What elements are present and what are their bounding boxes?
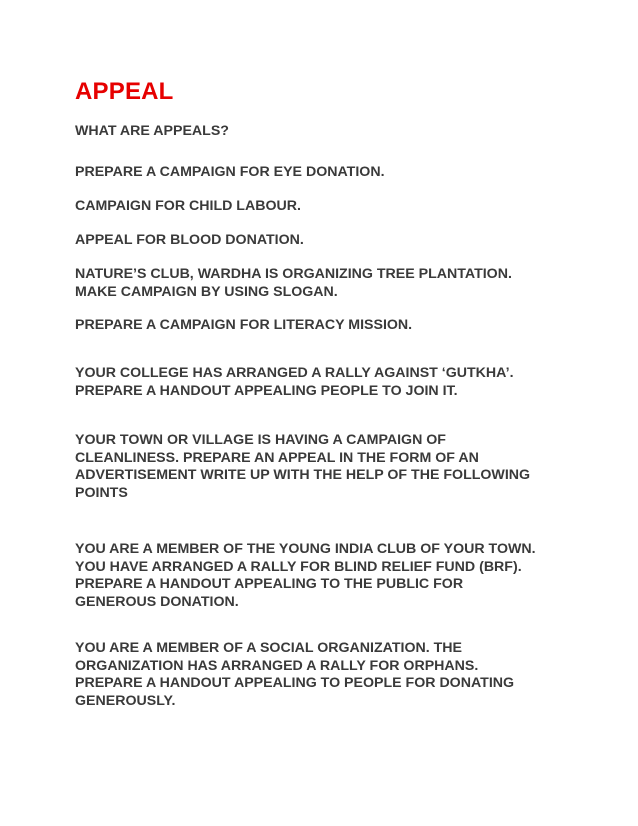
question-tree-plantation xyxy=(75,266,575,301)
item-line: YOUR COLLEGE HAS ARRANGED A RALLY AGAINST ‘GUTKHA’. xyxy=(75,365,514,381)
item-line: YOUR TOWN OR VILLAGE IS HAVING A CAMPAIGN OF xyxy=(75,432,446,448)
item-line: PREPARE A HANDOUT APPEALING PEOPLE TO JOIN IT. xyxy=(75,382,458,399)
item-line: YOU ARE A MEMBER OF THE YOUNG INDIA CLUB OF YOUR TOWN. xyxy=(75,541,536,557)
question-child-labour xyxy=(75,198,575,216)
question-orphans-rally xyxy=(75,640,575,710)
item-line: YOU HAVE ARRANGED A RALLY FOR BLIND RELIEF FUND (BRF). xyxy=(75,558,522,575)
item-line: PREPARE A CAMPAIGN FOR LITERACY MISSION. xyxy=(75,317,413,333)
document-title: APPEAL xyxy=(75,78,174,105)
item-line: ADVERTISEMENT WRITE UP WITH THE HELP OF THE FOLLOWING xyxy=(75,467,531,483)
item-line: MAKE CAMPAIGN BY USING SLOGAN. xyxy=(75,283,338,300)
item-line: PREPARE A HANDOUT APPEALING TO THE PUBLIC FOR xyxy=(75,576,464,592)
item-line: NATURE’S CLUB, WARDHA IS ORGANIZING TREE PLANTATION. xyxy=(75,266,512,282)
item-line: POINTS xyxy=(75,484,128,501)
question-eye-donation xyxy=(75,164,575,182)
item-line: GENEROUS DONATION. xyxy=(75,593,239,610)
item-line: WHAT ARE APPEALS? xyxy=(75,123,229,139)
question-blood-donation xyxy=(75,232,575,250)
question-literacy-mission xyxy=(75,317,575,335)
question-cleanliness-campaign xyxy=(75,432,575,502)
item-line: CAMPAIGN FOR CHILD LABOUR. xyxy=(75,198,301,214)
item-line: GENEROUSLY. xyxy=(75,692,176,709)
item-line: PREPARE A CAMPAIGN FOR EYE DONATION. xyxy=(75,164,385,180)
item-line: ORGANIZATION HAS ARRANGED A RALLY FOR ORPHANS. xyxy=(75,657,479,674)
item-line: APPEAL FOR BLOOD DONATION. xyxy=(75,232,304,248)
question-what-are-appeals xyxy=(75,123,575,141)
question-gutkha-rally xyxy=(75,365,575,400)
item-line: PREPARE A HANDOUT APPEALING TO PEOPLE FOR DONATING xyxy=(75,675,515,691)
question-blind-relief-fund xyxy=(75,541,575,611)
item-line: CLEANLINESS. PREPARE AN APPEAL IN THE FORM OF AN xyxy=(75,449,479,466)
item-line: YOU ARE A MEMBER OF A SOCIAL ORGANIZATION. THE xyxy=(75,640,463,656)
